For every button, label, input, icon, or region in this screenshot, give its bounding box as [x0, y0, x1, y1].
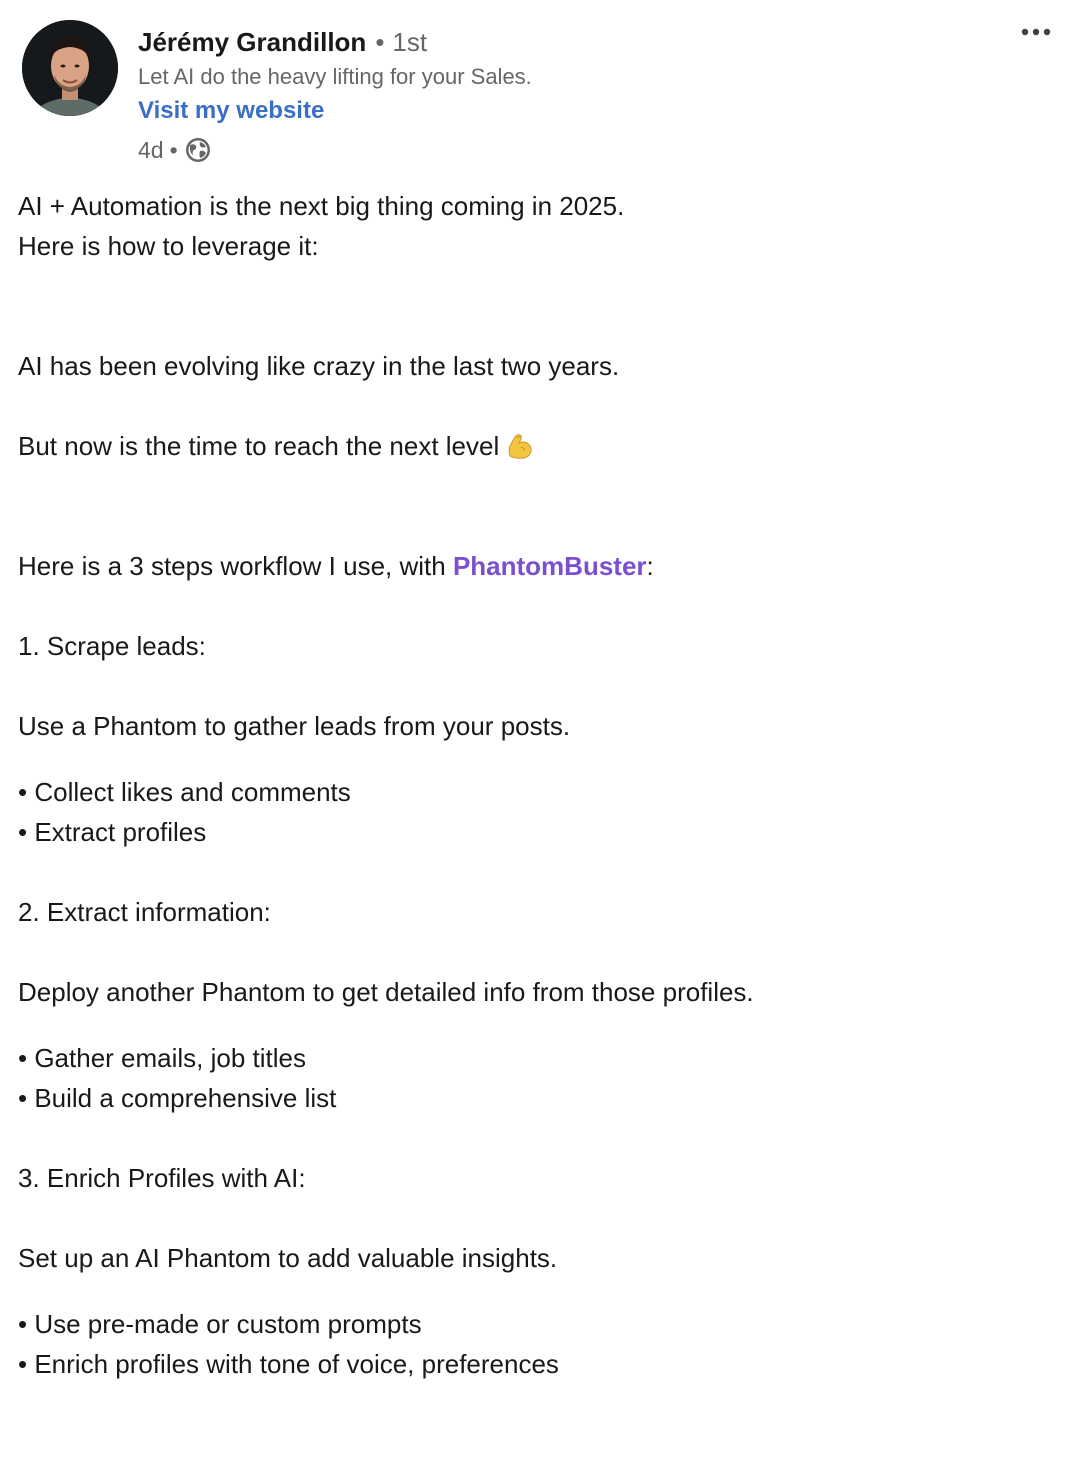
step-title: 3. Enrich Profiles with AI:	[18, 1163, 306, 1193]
intro-line-2: Here is how to leverage it:	[18, 231, 319, 261]
step-description: Use a Phantom to gather leads from your posts.	[18, 711, 571, 741]
step-title: 1. Scrape leads:	[18, 631, 206, 661]
step-bullet: • Enrich profiles with tone of voice, preferences	[18, 1349, 559, 1379]
post-body	[18, 186, 1058, 1384]
visit-website-link[interactable]: Visit my website	[138, 97, 325, 124]
author-line	[138, 24, 532, 60]
step-title: 2. Extract information:	[18, 897, 271, 927]
step-description: Deploy another Phantom to get detailed info from those profiles.	[18, 977, 754, 1007]
evolving-line: AI has been evolving like crazy in the last two years.	[18, 351, 620, 381]
degree-separator: •	[375, 26, 385, 57]
step-bullet: • Collect likes and comments	[18, 777, 351, 807]
post-time: 4d	[138, 136, 164, 163]
author-name[interactable]: Jérémy Grandillon	[138, 26, 367, 57]
post-menu-button[interactable]	[1016, 18, 1056, 46]
workflow-prefix: Here is a 3 steps workflow I use, with	[18, 551, 453, 581]
step-bullet: • Gather emails, job titles	[18, 1043, 306, 1073]
intro-line-1: AI + Automation is the next big thing coming in 2025.	[18, 191, 625, 221]
workflow-line	[18, 546, 1058, 586]
more-horizontal-icon	[1021, 28, 1051, 36]
degree-label: 1st	[392, 26, 428, 57]
step-bullet: • Build a comprehensive list	[18, 1083, 337, 1113]
globe-icon	[184, 136, 212, 164]
meta-separator: •	[169, 136, 178, 163]
next-level-line	[18, 426, 1058, 466]
author-headline: Let AI do the heavy lifting for your Sales.	[138, 64, 532, 89]
author-info	[138, 24, 532, 168]
connection-degree	[375, 27, 427, 58]
workflow-suffix: :	[646, 551, 654, 581]
step-bullet: • Use pre-made or custom prompts	[18, 1309, 422, 1339]
author-avatar[interactable]	[22, 20, 118, 116]
post-meta	[138, 132, 532, 168]
step-bullet: • Extract profiles	[18, 817, 207, 847]
step-description: Set up an AI Phantom to add valuable insights.	[18, 1243, 558, 1273]
flexed-biceps-icon	[505, 431, 535, 461]
avatar-photo	[22, 20, 118, 116]
phantombuster-mention-link[interactable]: PhantomBuster	[452, 551, 647, 581]
next-level-text: But now is the time to reach the next level	[18, 431, 500, 461]
